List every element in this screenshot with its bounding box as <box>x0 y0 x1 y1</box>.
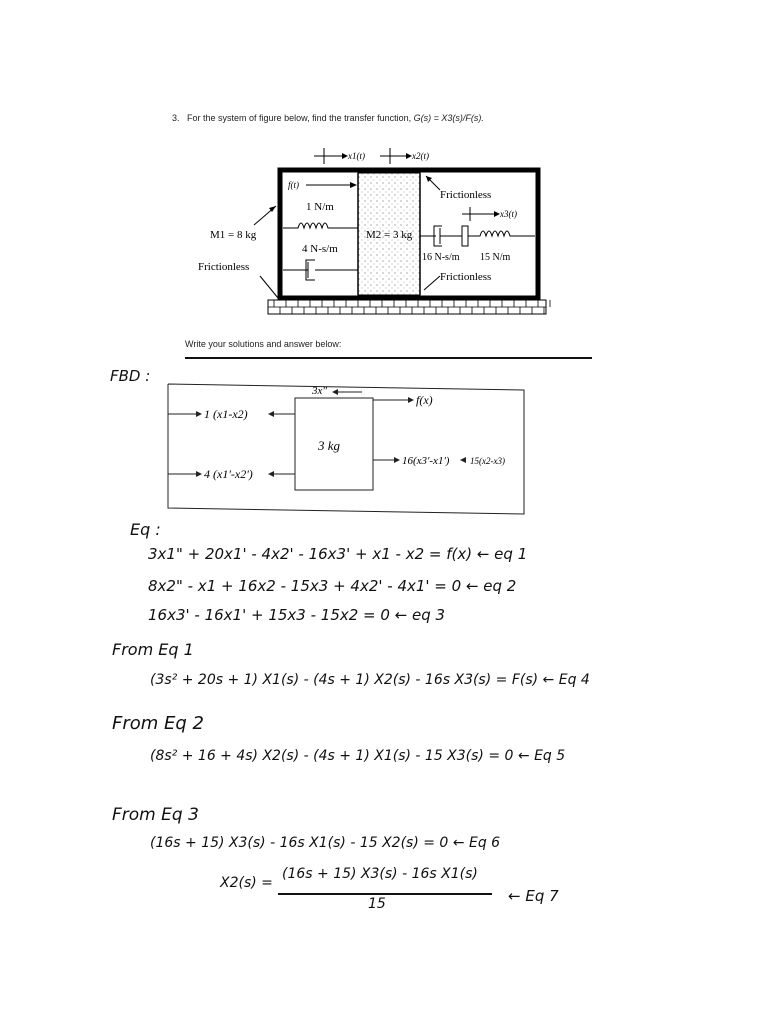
fbd-label: FBD : <box>110 367 151 385</box>
fbd-top-force: 3x" <box>312 385 328 397</box>
damper1 <box>283 260 358 280</box>
damper2 <box>420 226 468 246</box>
spring2-label: 15 N/m <box>480 252 511 263</box>
m1-label: M1 = 8 kg <box>210 229 257 241</box>
section-2-heading: From Eq 2 <box>112 713 204 734</box>
instructions: Write your solutions and answer below: <box>185 339 342 349</box>
fbd-mass-label: 3 kg <box>318 438 341 453</box>
final-denominator: 15 <box>368 896 386 912</box>
spring2 <box>468 231 535 236</box>
equation-3: 16x3' - 16x1' + 15x3 - 15x2 = 0 ← eq 3 <box>148 606 446 624</box>
frictionless-top: Frictionless <box>440 189 492 201</box>
fbd-right-b: 15(x2-x3) <box>470 456 505 466</box>
final-lhs: X2(s) = <box>220 875 273 891</box>
x1-label: x1(t) <box>348 151 365 161</box>
section-3-heading: From Eq 3 <box>112 805 199 825</box>
section-2-line: (8s² + 16 + 4s) X2(s) - (4s + 1) X1(s) - 15 X3(s) = 0 ← Eq 5 <box>150 748 566 764</box>
instructions-rule <box>185 357 592 359</box>
fbd-left-top: 1 (x1-x2) <box>204 407 248 421</box>
mechanical-system-figure <box>190 140 560 320</box>
final-tag: ← Eq 7 <box>508 887 559 905</box>
final-numerator: (16s + 15) X3(s) - 16s X1(s) <box>282 866 478 882</box>
m2-label: M2 = 3 kg <box>366 229 413 241</box>
damper2-label: 16 N-s/m <box>422 252 460 263</box>
fbd-diagram <box>160 378 538 523</box>
problem-text: For the system of figure below, find the transfer function, <box>187 113 412 123</box>
problem-statement <box>172 113 484 123</box>
final-fraction-bar <box>278 893 492 895</box>
fbd-right-a: 16(x3'-x1') <box>402 455 450 467</box>
frictionless-bottom: Frictionless <box>440 271 492 283</box>
spring1-label: 1 N/m <box>306 201 334 213</box>
x3-label: x3(t) <box>500 209 517 219</box>
damper1-label: 4 N-s/m <box>302 243 338 255</box>
fbd-f-label: f(x) <box>416 393 433 407</box>
equation-2: 8x2" - x1 + 16x2 - 15x3 + 4x2' - 4x1' = 0 ← eq 2 <box>148 577 517 595</box>
section-1-heading: From Eq 1 <box>112 640 194 659</box>
problem-formula: G(s) = X3(s)/F(s). <box>413 113 484 123</box>
fbd-left-bottom: 4 (x1'-x2') <box>204 467 253 481</box>
spring1 <box>283 223 358 228</box>
section-1-line: (3s² + 20s + 1) X1(s) - (4s + 1) X2(s) - 16s X3(s) = F(s) ← Eq 4 <box>150 672 590 688</box>
section-3-line: (16s + 15) X3(s) - 16s X1(s) - 15 X2(s) = 0 ← Eq 6 <box>150 835 501 851</box>
equation-1: 3x1" + 20x1' - 4x2' - 16x3' + x1 - x2 = f(x) ← eq 1 <box>148 545 528 563</box>
x2-label: x2(t) <box>412 151 429 161</box>
frictionless-left: Frictionless <box>198 261 250 273</box>
force-label: f(t) <box>288 180 299 190</box>
eq-label: Eq : <box>130 520 161 539</box>
problem-number: 3. <box>172 113 180 123</box>
